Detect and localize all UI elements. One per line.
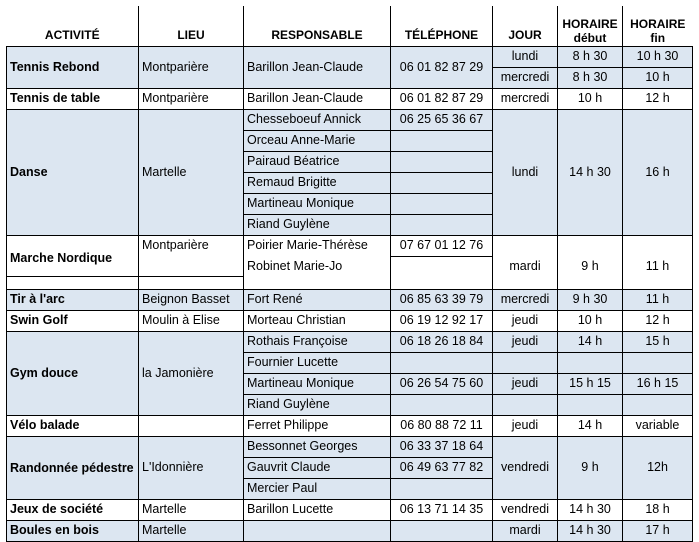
activity-day: mercredi bbox=[493, 289, 558, 310]
activity-phone: 06 80 88 72 11 bbox=[391, 415, 493, 436]
activity-phone: 06 26 54 75 60 bbox=[391, 373, 493, 394]
header-telephone: TÉLÉPHONE bbox=[391, 6, 493, 46]
activity-location: Martelle bbox=[139, 109, 244, 235]
activity-day-empty bbox=[493, 394, 558, 415]
activity-manager-cont bbox=[244, 276, 391, 289]
activity-start: 9 h 30 bbox=[558, 289, 623, 310]
header-row bbox=[7, 6, 693, 46]
activity-phone-empty bbox=[391, 520, 493, 541]
activity-name: Vélo balade bbox=[7, 415, 139, 436]
activity-end: 11 h bbox=[623, 235, 693, 289]
activity-manager-empty bbox=[244, 520, 391, 541]
activity-phone: 06 25 65 36 67 bbox=[391, 109, 493, 130]
activity-day-empty bbox=[493, 352, 558, 373]
activity-phone-empty bbox=[391, 214, 493, 235]
activity-manager: Pairaud Béatrice bbox=[244, 151, 391, 172]
activity-end: 15 h bbox=[623, 331, 693, 352]
activity-name: Danse bbox=[7, 109, 139, 235]
activity-end: 18 h bbox=[623, 499, 693, 520]
activity-day: mercredi bbox=[493, 88, 558, 109]
activity-manager: Gauvrit Claude bbox=[244, 457, 391, 478]
activity-name: Boules en bois bbox=[7, 520, 139, 541]
activity-phone: 06 49 63 77 82 bbox=[391, 457, 493, 478]
activity-manager: Fournier Lucette bbox=[244, 352, 391, 373]
activity-start: 10 h bbox=[558, 310, 623, 331]
activity-manager: Mercier Paul bbox=[244, 478, 391, 499]
table-row bbox=[7, 88, 693, 109]
activity-phone: 06 01 82 87 29 bbox=[391, 88, 493, 109]
activity-phone-empty bbox=[391, 130, 493, 151]
activity-end: 10 h 30 bbox=[623, 46, 693, 67]
activity-start: 14 h bbox=[558, 331, 623, 352]
activity-location: L'Idonnière bbox=[139, 436, 244, 499]
activity-name: Tir à l'arc bbox=[7, 289, 139, 310]
activity-end: 10 h bbox=[623, 67, 693, 88]
header-jour: JOUR bbox=[493, 6, 558, 46]
activity-location: la Jamonière bbox=[139, 331, 244, 415]
activity-location: Montparière bbox=[139, 235, 244, 276]
header-activite: ACTIVITÉ bbox=[7, 6, 139, 46]
activity-manager: Martineau Monique bbox=[244, 193, 391, 214]
activity-name: Gym douce bbox=[7, 331, 139, 415]
activity-manager: Martineau Monique bbox=[244, 373, 391, 394]
activity-day: mardi bbox=[493, 235, 558, 289]
activity-manager: Ferret Philippe bbox=[244, 415, 391, 436]
activity-location: Martelle bbox=[139, 499, 244, 520]
table-row bbox=[7, 436, 693, 457]
activity-day: jeudi bbox=[493, 415, 558, 436]
activity-day: vendredi bbox=[493, 436, 558, 499]
activity-start: 14 h 30 bbox=[558, 109, 623, 235]
table-row bbox=[7, 520, 693, 541]
table-row bbox=[7, 109, 693, 130]
activity-manager: Riand Guylène bbox=[244, 214, 391, 235]
activity-manager: Robinet Marie-Jo bbox=[244, 256, 391, 276]
activity-location: Montparière bbox=[139, 46, 244, 88]
activity-phone: 06 85 63 39 79 bbox=[391, 289, 493, 310]
activity-name-cont bbox=[7, 276, 139, 289]
table-row bbox=[7, 235, 693, 256]
activity-start: 9 h bbox=[558, 436, 623, 499]
activity-name: Tennis Rebond bbox=[7, 46, 139, 88]
activity-phone: 06 19 12 92 17 bbox=[391, 310, 493, 331]
activity-day: jeudi bbox=[493, 331, 558, 352]
activity-day: mercredi bbox=[493, 67, 558, 88]
header-responsable: RESPONSABLE bbox=[244, 6, 391, 46]
activity-phone-empty bbox=[391, 172, 493, 193]
header-fin: HORAIRE fin bbox=[623, 6, 693, 46]
activity-day: lundi bbox=[493, 109, 558, 235]
activity-end: 16 h 15 bbox=[623, 373, 693, 394]
table-row bbox=[7, 310, 693, 331]
activity-name: Tennis de table bbox=[7, 88, 139, 109]
activity-name: Randonnée pédestre bbox=[7, 436, 139, 499]
activity-location: Montparière bbox=[139, 88, 244, 109]
table-row bbox=[7, 46, 693, 67]
activity-manager: Barillon Jean-Claude bbox=[244, 88, 391, 109]
activity-end: 17 h bbox=[623, 520, 693, 541]
activity-day: jeudi bbox=[493, 373, 558, 394]
activity-name: Swin Golf bbox=[7, 310, 139, 331]
table-row bbox=[7, 289, 693, 310]
activity-location: Beignon Basset bbox=[139, 289, 244, 310]
activity-phone-empty bbox=[391, 256, 493, 289]
activity-manager: Chesseboeuf Annick bbox=[244, 109, 391, 130]
table-row bbox=[7, 499, 693, 520]
activity-phone: 06 01 82 87 29 bbox=[391, 46, 493, 88]
activity-day: lundi bbox=[493, 46, 558, 67]
activity-manager: Orceau Anne-Marie bbox=[244, 130, 391, 151]
activity-end: 12h bbox=[623, 436, 693, 499]
header-debut: HORAIRE début bbox=[558, 6, 623, 46]
activity-start: 14 h 30 bbox=[558, 499, 623, 520]
activity-day: vendredi bbox=[493, 499, 558, 520]
activity-phone-empty bbox=[391, 478, 493, 499]
header-lieu: LIEU bbox=[139, 6, 244, 46]
activity-phone-empty bbox=[391, 151, 493, 172]
activity-end: 16 h bbox=[623, 109, 693, 235]
activity-day: jeudi bbox=[493, 310, 558, 331]
activity-phone: 06 13 71 14 35 bbox=[391, 499, 493, 520]
activity-start: 15 h 15 bbox=[558, 373, 623, 394]
activity-end: 11 h bbox=[623, 289, 693, 310]
activity-location bbox=[139, 415, 244, 436]
activity-manager: Bessonnet Georges bbox=[244, 436, 391, 457]
activity-location-cont bbox=[139, 276, 244, 289]
activity-end: variable bbox=[623, 415, 693, 436]
activity-end: 12 h bbox=[623, 88, 693, 109]
activity-phone: 06 18 26 18 84 bbox=[391, 331, 493, 352]
activity-start: 10 h bbox=[558, 88, 623, 109]
activity-phone: 06 33 37 18 64 bbox=[391, 436, 493, 457]
activity-start: 9 h bbox=[558, 235, 623, 289]
activity-start: 14 h 30 bbox=[558, 520, 623, 541]
activity-manager: Rothais Françoise bbox=[244, 331, 391, 352]
activity-phone-empty bbox=[391, 193, 493, 214]
activity-end: 12 h bbox=[623, 310, 693, 331]
activity-location: Martelle bbox=[139, 520, 244, 541]
activities-table bbox=[6, 6, 693, 542]
activity-manager: Remaud Brigitte bbox=[244, 172, 391, 193]
activity-day: mardi bbox=[493, 520, 558, 541]
table-row bbox=[7, 331, 693, 352]
activity-start: 8 h 30 bbox=[558, 46, 623, 67]
activity-manager: Poirier Marie-Thérèse bbox=[244, 235, 391, 256]
activity-manager: Barillon Jean-Claude bbox=[244, 46, 391, 88]
activity-end-empty bbox=[623, 394, 693, 415]
activity-name: Jeux de société bbox=[7, 499, 139, 520]
activity-phone-empty bbox=[391, 352, 493, 373]
activity-start: 14 h bbox=[558, 415, 623, 436]
activity-manager: Barillon Lucette bbox=[244, 499, 391, 520]
activity-start-empty bbox=[558, 352, 623, 373]
activity-manager: Riand Guylène bbox=[244, 394, 391, 415]
activity-end-empty bbox=[623, 352, 693, 373]
activity-start: 8 h 30 bbox=[558, 67, 623, 88]
activity-location: Moulin à Elise bbox=[139, 310, 244, 331]
table-row bbox=[7, 415, 693, 436]
activity-name: Marche Nordique bbox=[7, 235, 139, 276]
activity-phone: 07 67 01 12 76 bbox=[391, 235, 493, 256]
activity-start-empty bbox=[558, 394, 623, 415]
activity-manager: Fort René bbox=[244, 289, 391, 310]
activity-phone-empty bbox=[391, 394, 493, 415]
activity-manager: Morteau Christian bbox=[244, 310, 391, 331]
